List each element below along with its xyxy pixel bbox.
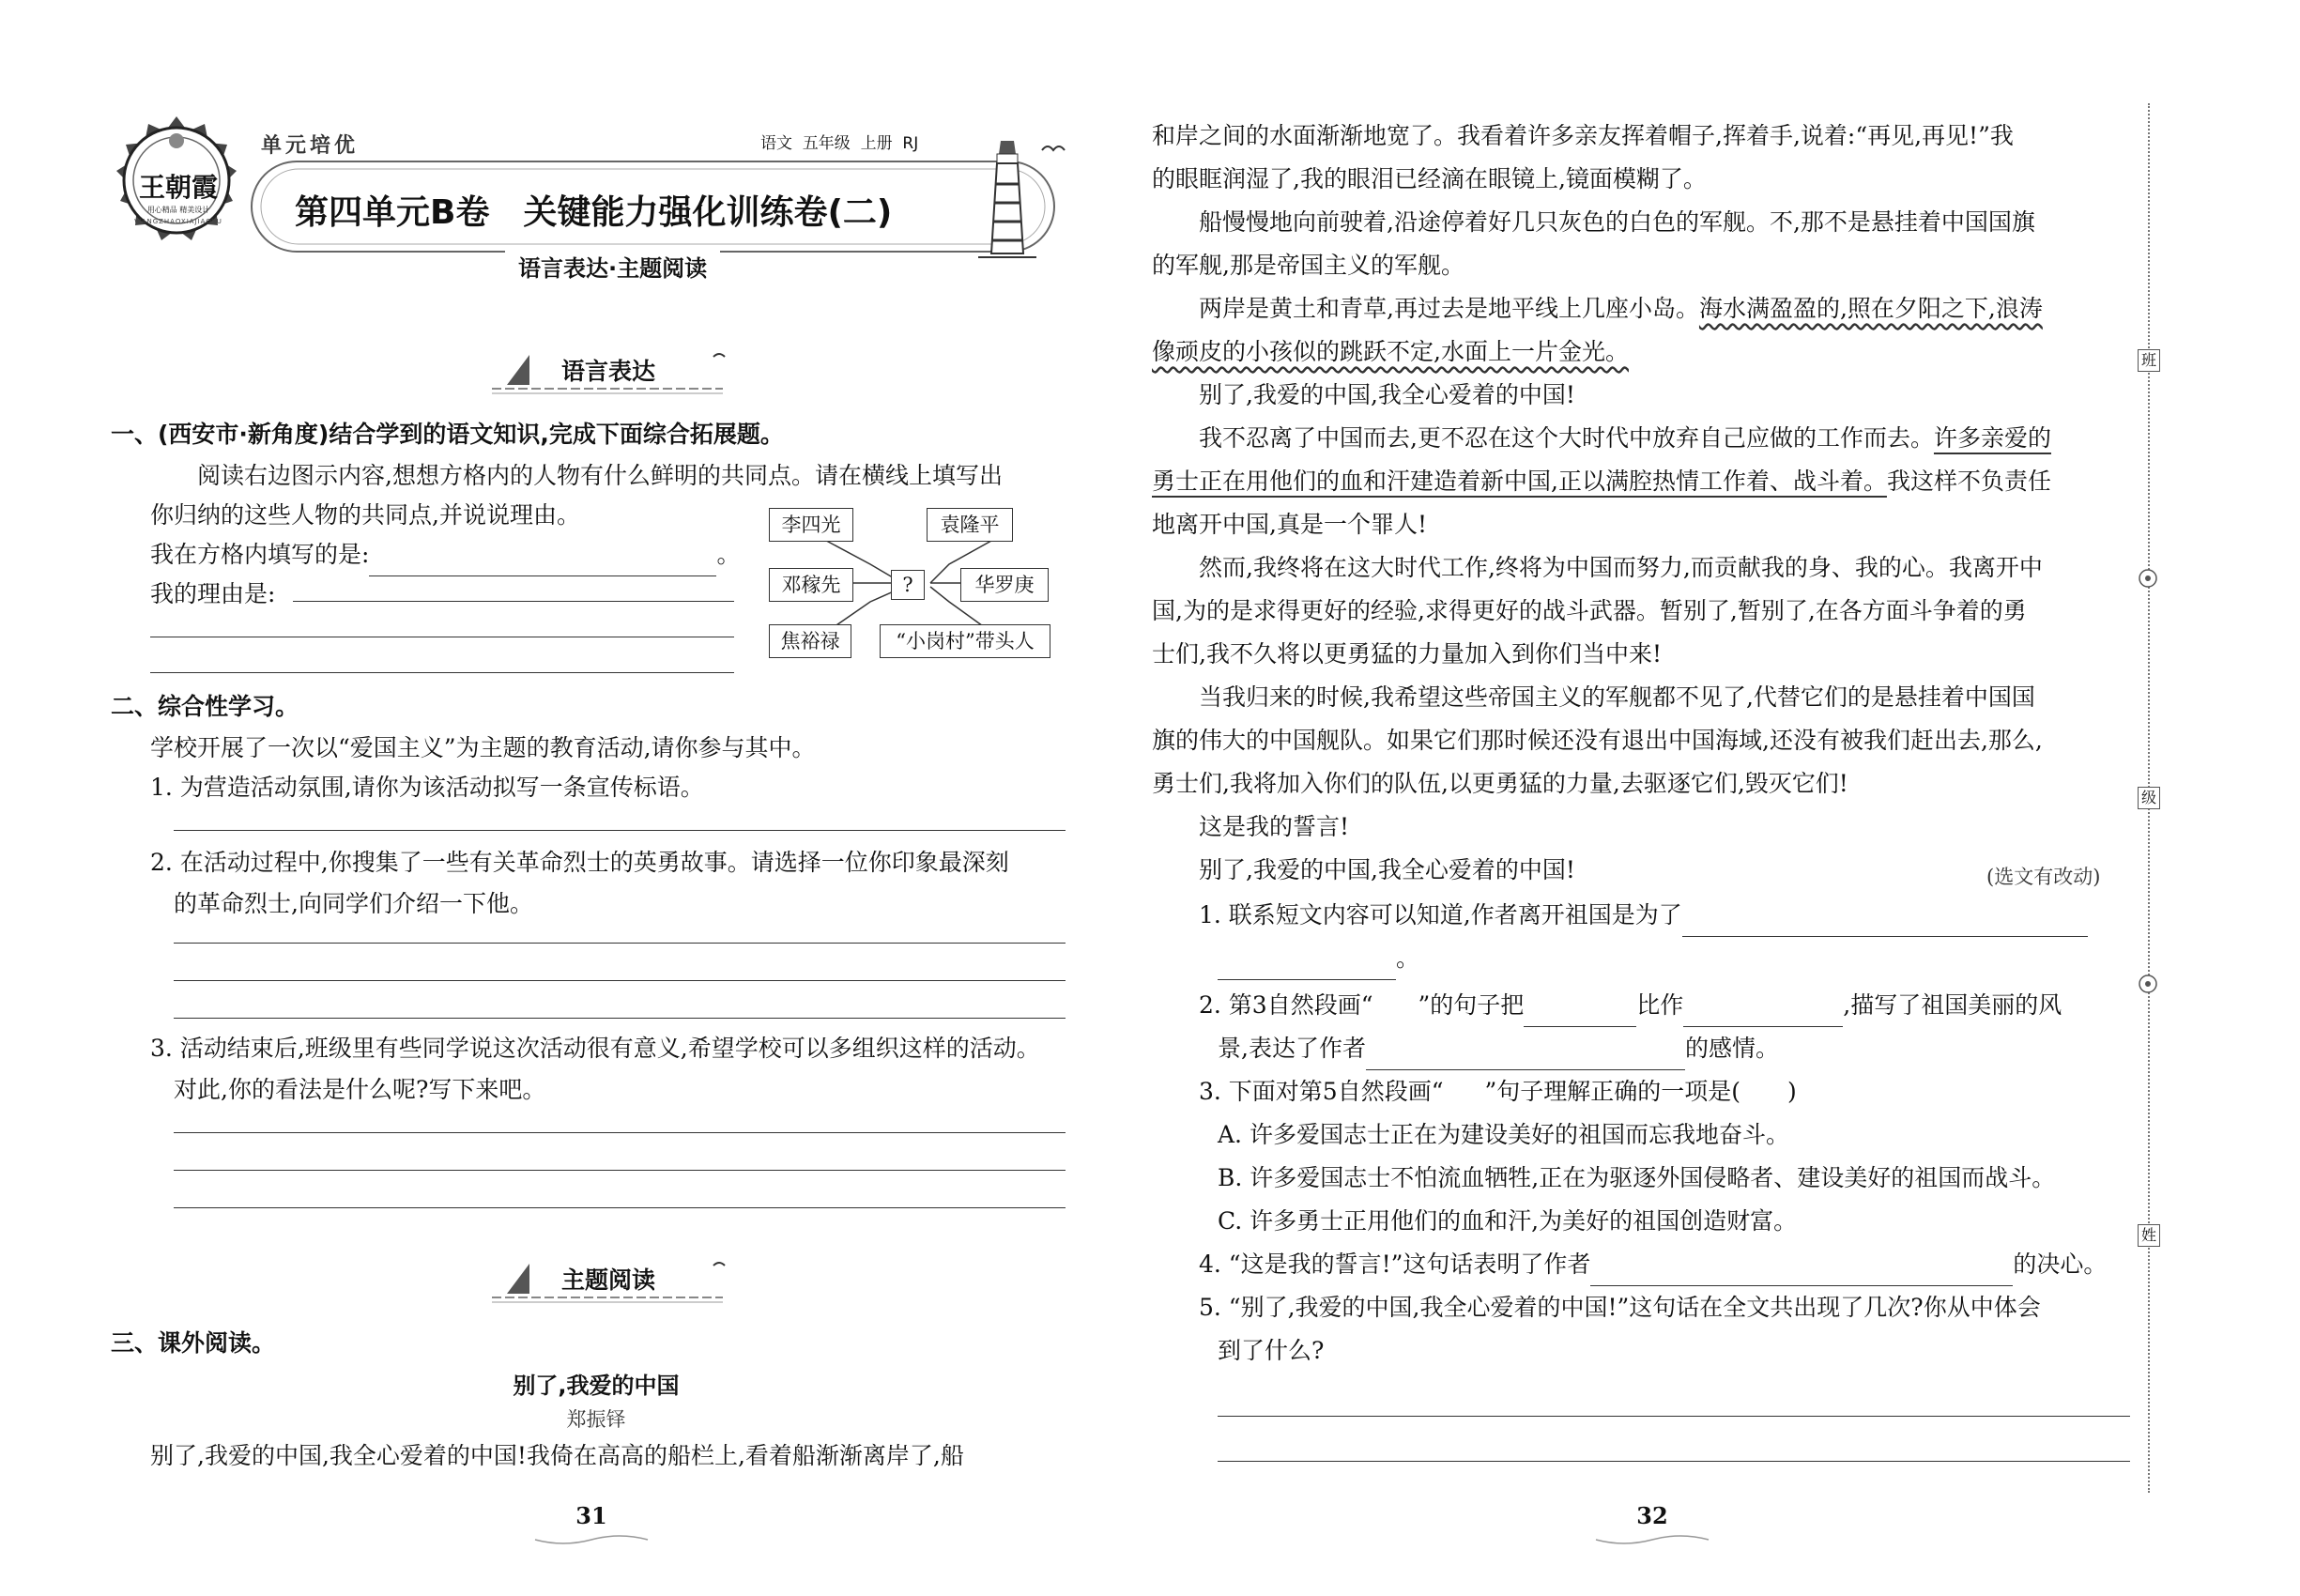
q1-fill-row [150,533,740,576]
left-page [0,0,1136,1596]
r-q1-line1 [1199,894,2088,937]
article-p6a: 然而,我终将在这大时代工作,终将为中国而努力,而贡献我的身、我的心。我离开中 [1199,554,2043,581]
source-note: (选文有改动) [1986,866,2101,888]
logo-ring-text: WANGZHAOXIAJIAOYU [134,218,222,225]
q2-1-answer-line[interactable] [174,830,1066,831]
r-q2b-end: 的感情。 [1684,1035,1779,1062]
r-q5-line2: 到了什么? [1218,1337,1325,1364]
article-p9: 别了,我爱的中国,我全心爱着的中国! [1199,856,1575,883]
r-q3-option-c[interactable]: C. 许多勇士正用他们的血和汗,为美好的祖国创造财富。 [1218,1207,1798,1235]
q2-intro: 学校开展了一次以“爱国主义”为主题的教育活动,请你参与其中。 [150,734,816,761]
article-p5a [1199,417,2051,460]
header-banner [111,113,1059,282]
brand-label: 单元培优 [261,134,360,158]
page-number-right [1587,1502,1718,1549]
article-p2a: 船慢慢地向前驶着,沿途停着好几只灰色的白色的军舰。不,那不是悬挂着中国国旗 [1199,208,2035,236]
lighthouse-icon [974,131,1040,263]
r-q2-mid3: ,描写了祖国美丽的风 [1843,991,2062,1019]
binding-label-class: 班 [2138,349,2160,372]
r-q1-answer-1[interactable] [1682,912,2088,937]
diagram-person-5: 焦裕禄 [769,624,851,658]
diagram-person-3: 邓稼先 [769,568,853,602]
r-q1-text: 1. 联系短文内容可以知道,作者离开祖国是为了 [1199,901,1682,928]
article-p3a-plain: 两岸是黄土和青草,再过去是地平线上几座小岛。 [1199,295,1699,322]
article-paragraph-1: 别了,我爱的中国,我全心爱着的中国!我倚在高高的船栏上,看着船渐渐离岸了,船 [150,1442,964,1469]
article-p4: 别了,我爱的中国,我全心爱着的中国! [1199,381,1575,408]
right-page [1136,0,2300,1596]
article-p7c: 勇士们,我将加入你们的队伍,以更勇猛的力量,去驱逐它们,毁灭它们! [1152,770,1848,797]
r-q2-blank-c[interactable] [1366,1045,1685,1070]
r-q2-line2 [1218,1027,1779,1070]
r-q2-pre: 2. 第3自然段画“ [1199,991,1373,1019]
q2-item-3b: 对此,你的看法是什么呢?写下来吧。 [174,1076,546,1103]
article-p5b-underlined: 勇士正在用他们的血和汗建造着新中国,正以满腔热情工作着、战斗着。 [1152,468,1887,495]
r-q4-blank[interactable] [1590,1261,2013,1286]
page-number-text: 31 [575,1502,607,1529]
q1-reason-line-1[interactable] [293,601,734,602]
q3-heading: 三、课外阅读。 [111,1329,276,1357]
q2-2-answer-line-1[interactable] [174,943,1066,944]
r-q2-mid1: ”的句子把 [1418,991,1525,1019]
article-p1a: 和岸之间的水面渐渐地宽了。我看着许多亲友挥着帽子,挥着手,说着:“再见,再见!”我 [1152,122,2014,149]
q1-fill-end: 。 [716,541,741,568]
r-q4-pre: 4. “这是我的誓言!”这句话表明了作者 [1199,1251,1591,1278]
q1-fill-input[interactable] [369,551,716,576]
r-q1-line2 [1218,937,1419,980]
r-q3-stem [1199,1070,1797,1113]
r-q2-mid2: 比作 [1636,991,1684,1019]
article-author: 郑振铎 [566,1408,626,1431]
q1-text-line2: 你归纳的这些人物的共同点,并说说理由。 [150,501,580,529]
q2-2-answer-line-3[interactable] [174,1018,1066,1019]
article-p3a-wavy: 海水满盈盈的,照在夕阳之下,浪涛 [1698,295,2043,322]
q2-3-answer-line-3[interactable] [174,1207,1066,1208]
diagram-center-box[interactable]: ? [891,570,925,600]
article-p3b [1152,330,1629,374]
diagram-person-2: 袁隆平 [927,508,1013,542]
q2-3-answer-line-2[interactable] [174,1170,1066,1171]
logo-name: 王朝霞 [138,172,218,203]
r-q2-blank-a[interactable] [1524,1002,1636,1027]
article-p6c: 士们,我不久将以更勇猛的力量加入到你们当中来! [1152,640,1662,668]
article-p3b-wavy: 像顽皮的小孩似的跳跃不定,水面上一片金光。 [1152,338,1629,365]
q2-item-2b: 的革命烈士,向同学们介绍一下他。 [174,890,533,917]
q2-item-2a: 2. 在活动过程中,你搜集了一些有关革命烈士的英勇故事。请选择一位你印象最深刻 [150,849,1009,876]
article-p7a: 当我归来的时候,我希望这些帝国主义的军舰都不见了,代替它们的是悬挂着中国国 [1199,683,2035,711]
brand-logo [111,113,242,272]
section-title-text: 语言表达 [561,358,656,385]
section-title-language [488,349,732,396]
binding-label-surname: 姓 [2138,1224,2160,1247]
q2-heading: 二、综合性学习。 [111,693,299,720]
q1-text-line1: 阅读右边图示内容,想想方格内的人物有什么鲜明的共同点。请在横线上填写出 [197,462,1003,489]
article-p5b-plain: 我这样不负责任 [1886,468,2051,495]
page-wave-ornament [1587,1534,1718,1547]
r-q4 [1199,1243,2107,1286]
subject-meta: 语文 五年级 上册 RJ [760,134,919,153]
section-title-reading [488,1258,732,1305]
article-p6b: 国,为的是求得更好的经验,求得更好的战斗武器。暂别了,暂别了,在各方面斗争着的勇 [1152,597,2027,624]
r-q5-line1: 5. “别了,我爱的中国,我全心爱着的中国!”这句话在全文共出现了几次?你从中体会 [1199,1294,2041,1321]
q2-3-answer-line-1[interactable] [174,1132,1066,1133]
r-q1-answer-2[interactable] [1218,955,1396,980]
page-number-text: 32 [1636,1502,1668,1529]
binding-hole-icon [2137,973,2159,995]
page-subtitle: 语言表达·主题阅读 [505,250,720,283]
q1-reason-line-3[interactable] [150,672,734,673]
section-title-text: 主题阅读 [561,1266,656,1294]
article-title: 别了,我爱的中国 [513,1373,680,1399]
article-p5c: 地离开中国,真是一个罪人! [1152,511,1427,538]
r-q1-end: 。 [1396,944,1420,972]
article-p2b: 的军舰,那是帝国主义的军舰。 [1152,252,1464,279]
q2-2-answer-line-2[interactable] [174,980,1066,981]
r-q2-line1 [1199,984,2062,1027]
r-q5-answer-line-1[interactable] [1218,1416,2130,1417]
article-p7b: 旗的伟大的中国舰队。如果它们那时候还没有退出中国海域,还没有被我们赶出去,那么, [1152,727,2043,754]
article-p5a-underlined: 许多亲爱的 [1933,424,2051,452]
page-wave-ornament [526,1534,657,1547]
article-p8: 这是我的誓言! [1199,813,1350,840]
binding-hole-icon [2137,567,2159,590]
binding-label-grade: 级 [2138,787,2160,809]
article-p1b: 的眼眶润湿了,我的眼泪已经滴在眼镜上,镜面模糊了。 [1152,165,1707,192]
page-title: 第四单元B卷 关键能力强化训练卷(二) [295,193,893,232]
r-q3-end: ”句子理解正确的一项是( ) [1484,1078,1797,1105]
people-diagram [765,502,1056,667]
diagram-person-1: 李四光 [769,508,853,542]
diagram-person-4: 华罗庚 [960,568,1049,602]
r-q2b-pre: 景,表达了作者 [1218,1035,1366,1062]
page-number-left [526,1502,657,1549]
article-p5a-plain: 我不忍离了中国而去,更不忍在这个大时代中放弃自己应做的工作而去。 [1199,424,1934,452]
q2-item-1: 1. 为营造活动氛围,请你为该活动拟写一条宣传标语。 [150,774,704,801]
article-p5b [1152,460,2051,503]
q1-fill-label: 我在方格内填写的是: [150,541,370,568]
r-q3-option-a[interactable]: A. 许多爱国志士正在为建设美好的祖国而忘我地奋斗。 [1218,1121,1789,1148]
q1-reason-label: 我的理由是: [150,580,276,607]
r-q3-option-b[interactable]: B. 许多爱国志士不怕流血牺牲,正在为驱逐外国侵略者、建设美好的祖国而战斗。 [1218,1164,2056,1191]
q1-heading: 一、(西安市·新角度)结合学到的语文知识,完成下面综合拓展题。 [111,421,784,448]
r-q3-pre: 3. 下面对第5自然段画“ [1199,1078,1444,1105]
article-p3a [1199,287,2043,330]
seagull-icon [1040,139,1078,158]
q2-item-3a: 3. 活动结束后,班级里有些同学说这次活动很有意义,希望学校可以多组织这样的活动。 [150,1035,1040,1062]
diagram-person-6: “小岗村”带头人 [880,624,1050,658]
logo-slogan: 用心精品 精美设计 [146,206,210,214]
r-q2-blank-b[interactable] [1683,1002,1843,1027]
r-q4-end: 的决心。 [2013,1251,2108,1278]
r-q5-answer-line-2[interactable] [1218,1461,2130,1462]
